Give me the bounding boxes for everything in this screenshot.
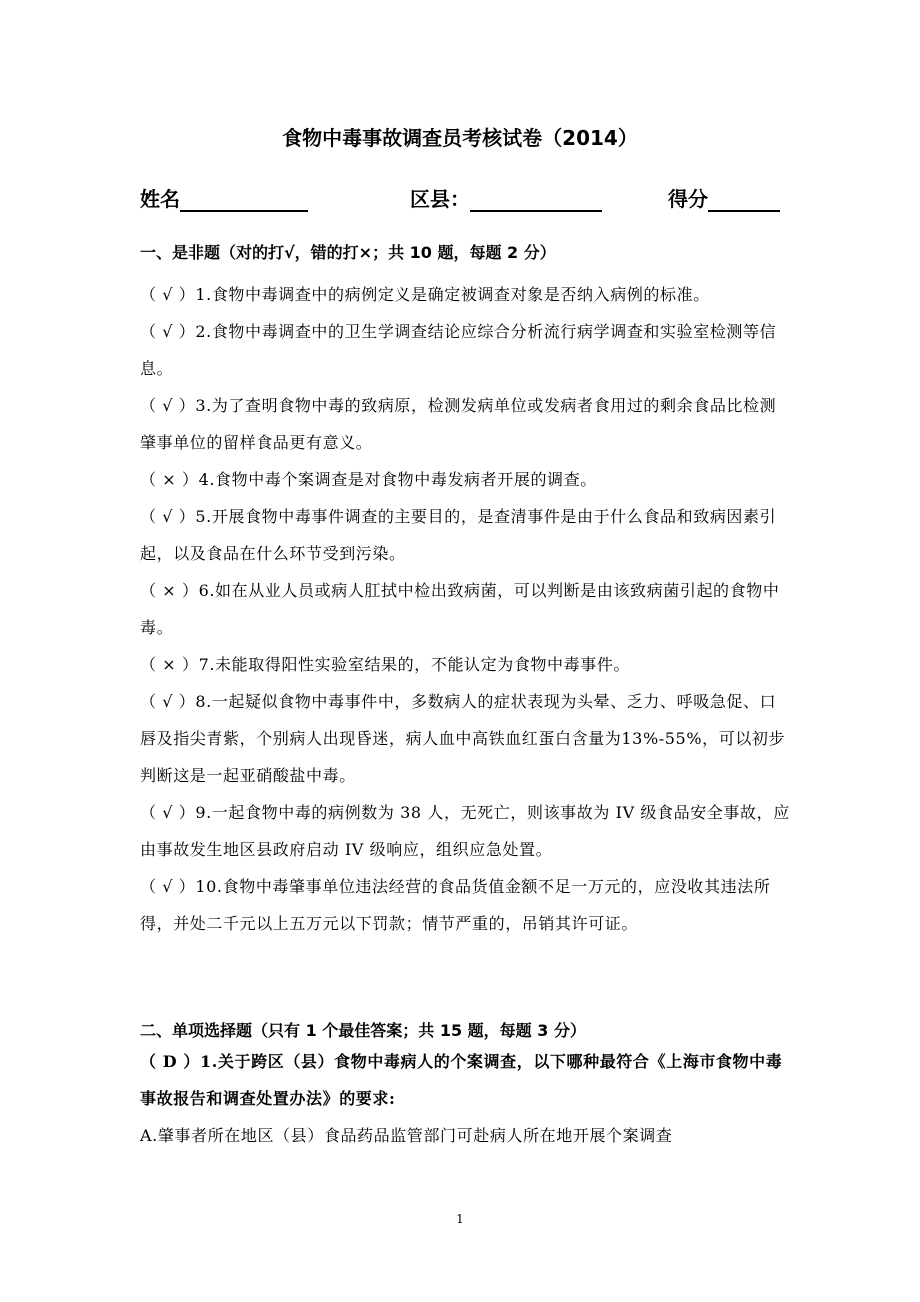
name-blank[interactable]: [180, 188, 308, 212]
question-item: （ √ ）3.为了查明食物中毒的致病原，检测发病单位或发病者食用过的剩余食品比检测肇事单位的留样食品更有意义。: [140, 396, 777, 452]
question-item: （ √ ）1.食物中毒调查中的病例定义是确定被调查对象是否纳入病例的标准。: [140, 285, 710, 304]
choice-question: （ D ）1.关于跨区（县）食物中毒病人的个案调查，以下哪种最符合《上海市食物中毒事故报告和调查处置办法》的要求:: [140, 1052, 783, 1108]
choice-option-a: A.肇事者所在地区（县）食品药品监管部门可赴病人所在地开展个案调查: [140, 1126, 673, 1145]
exam-title: 食物中毒事故调查员考核试卷（2014）: [282, 126, 638, 150]
score-label: 得分: [668, 187, 708, 211]
question-item: （ √ ）8.一起疑似食物中毒事件中，多数病人的症状表现为头晕、乏力、呼吸急促、口唇及指尖青紫，个别病人出现昏迷，病人血中高铁血红蛋白含量为13%-55%，可以初步判断这是一起亚硝酸盐中毒。: [140, 692, 786, 785]
score-blank[interactable]: [708, 188, 780, 212]
section-1-heading: 一、是非题（对的打√，错的打×；共 10 题，每题 2 分）: [140, 243, 556, 262]
question-item: （ √ ）5.开展食物中毒事件调查的主要目的，是查清事件是由于什么食品和致病因素引起，以及食品在什么环节受到污染。: [140, 507, 777, 563]
score-field: [668, 183, 780, 212]
question-item: （ × ）4.食物中毒个案调查是对食物中毒发病者开展的调查。: [140, 470, 597, 489]
section-2-heading: 二、单项选择题（只有 1 个最佳答案；共 15 题，每题 3 分）: [140, 1021, 586, 1040]
page-number: 1: [456, 1212, 464, 1226]
name-field: [140, 183, 308, 212]
question-item: （ √ ）10.食物中毒肇事单位违法经营的食品货值金额不足一万元的，应没收其违法所得，并处二千元以上五万元以下罚款；情节严重的，吊销其许可证。: [140, 877, 771, 933]
question-item: （ × ）6.如在从业人员或病人肛拭中检出致病菌，可以判断是由该致病菌引起的食物中毒。: [140, 581, 780, 637]
name-label: 姓名: [140, 187, 180, 211]
question-item: （ √ ）2.食物中毒调查中的卫生学调查结论应综合分析流行病学调查和实验室检测等信息。: [140, 322, 777, 378]
question-item: （ √ ）9.一起食物中毒的病例数为 38 人，无死亡，则该事故为 IV 级食品安全事故，应由事故发生地区县政府启动 IV 级响应，组织应急处置。: [140, 803, 790, 859]
district-blank[interactable]: [470, 188, 602, 212]
district-label: 区县：: [410, 187, 470, 211]
district-field: [410, 183, 602, 212]
question-item: （ × ）7.未能取得阳性实验室结果的，不能认定为食物中毒事件。: [140, 655, 631, 674]
